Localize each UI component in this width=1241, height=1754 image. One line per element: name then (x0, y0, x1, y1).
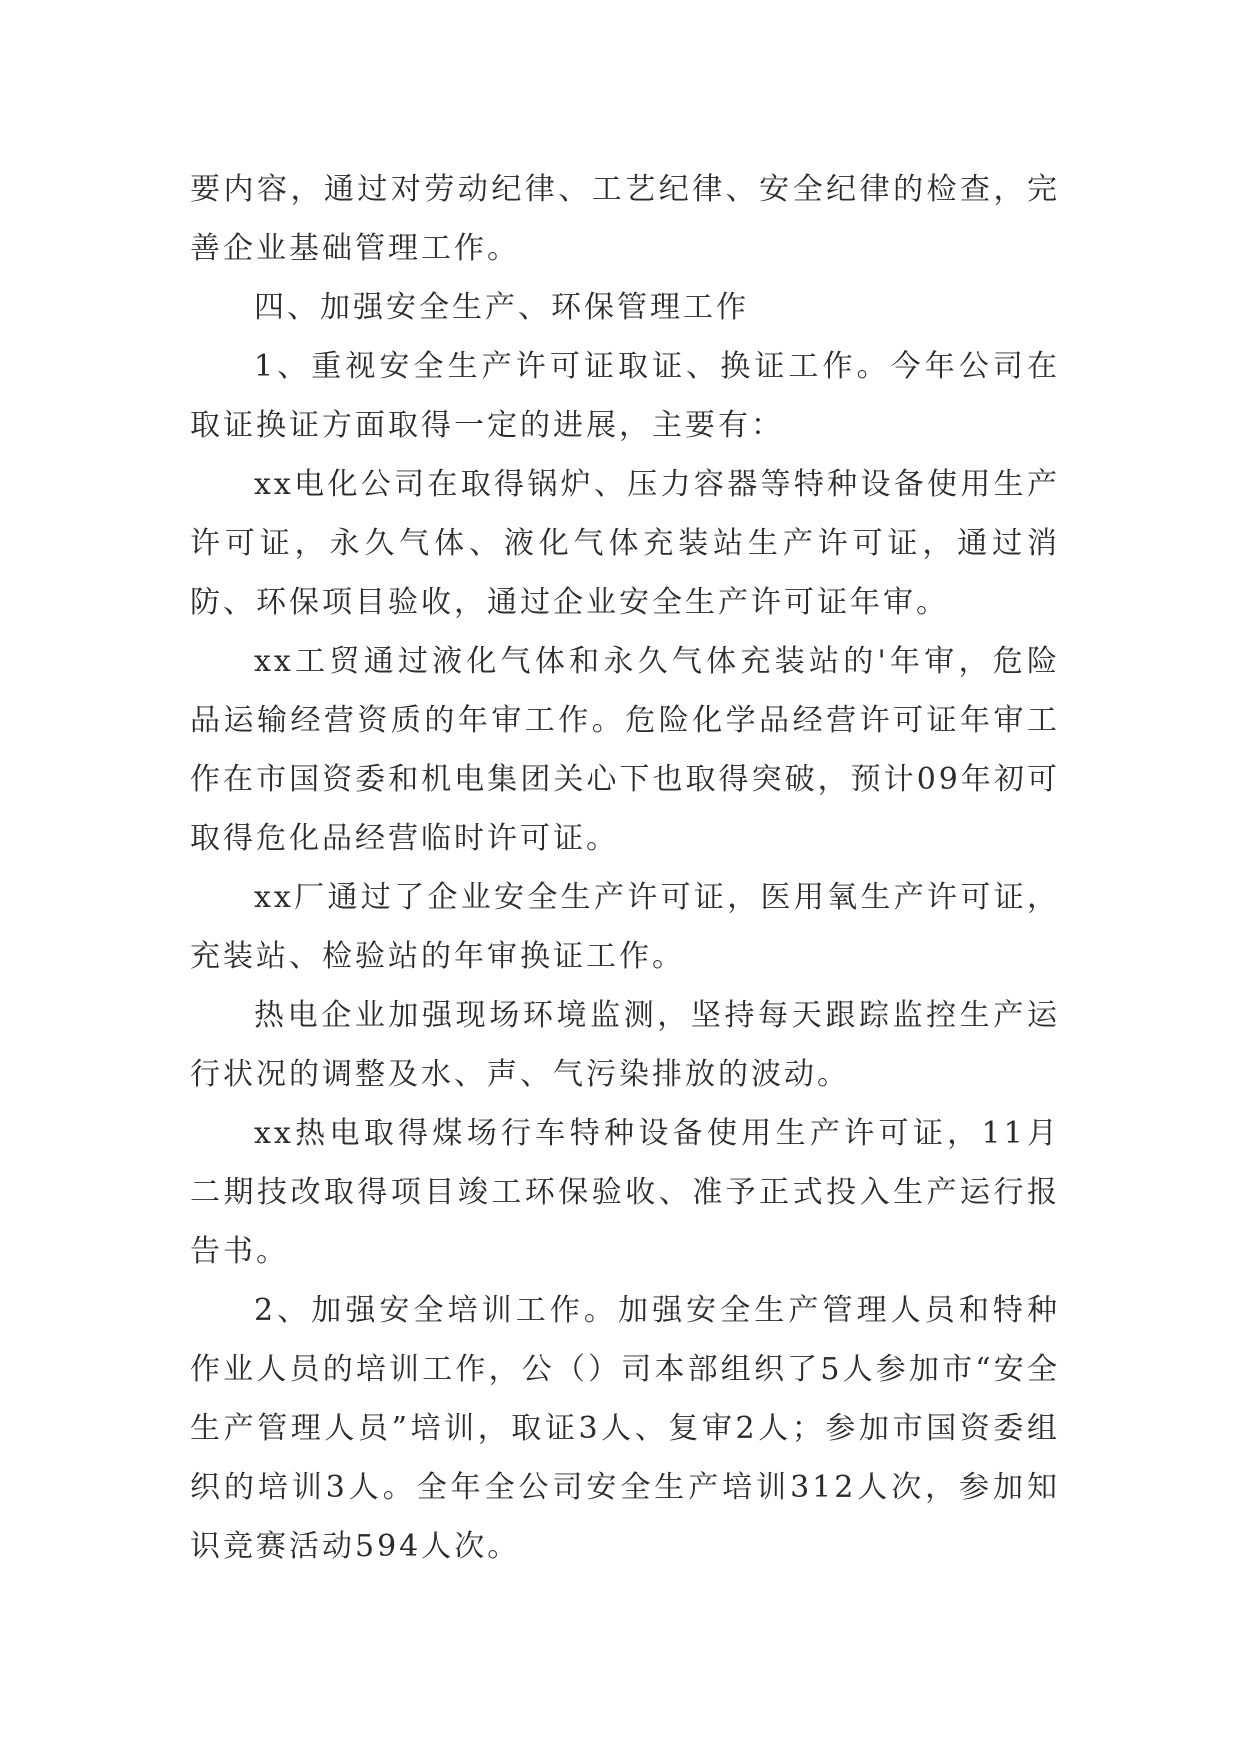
paragraph: 1、重视安全生产许可证取证、换证工作。今年公司在取证换证方面取得一定的进展，主要有： (190, 349, 1060, 443)
paragraph-continuation: 要内容，通过对劳动纪律、工艺纪律、安全纪律的检查，完善企业基础管理工作。 (190, 172, 1060, 266)
paragraph: 热电企业加强现场环境监测，坚持每天跟踪监控生产运行状况的调整及水、声、气污染排放的波动。 (190, 998, 1060, 1092)
paragraph: xx热电取得煤场行车特种设备使用生产许可证，11月二期技改取得项目竣工环保验收、准予正式投入生产运行报告书。 (190, 1116, 1060, 1269)
section-heading: 四、加强安全生产、环保管理工作 (254, 290, 749, 325)
paragraph: xx工贸通过液化气体和永久气体充装站的'年审，危险品运输经营资质的年审工作。危险化学品经营许可证年审工作在市国资委和机电集团关心下也取得突破，预计09年初可取得危化品经营临时许可证。 (190, 644, 1060, 856)
paragraph: 2、加强安全培训工作。加强安全生产管理人员和特种作业人员的培训工作，公（）司本部组织了5人参加市“安全生产管理人员”培训，取证3人、复审2人；参加市国资委组织的培训3人。全年全公司安全生产培训312人次，参加知识竞赛活动594人次。 (190, 1293, 1060, 1564)
paragraph: xx厂通过了企业安全生产许可证，医用氧生产许可证，充装站、检验站的年审换证工作。 (190, 880, 1060, 974)
paragraph: xx电化公司在取得锅炉、压力容器等特种设备使用生产许可证，永久气体、液化气体充装站生产许可证，通过消防、环保项目验收，通过企业安全生产许可证年审。 (190, 467, 1060, 620)
document-body (190, 160, 1060, 1576)
